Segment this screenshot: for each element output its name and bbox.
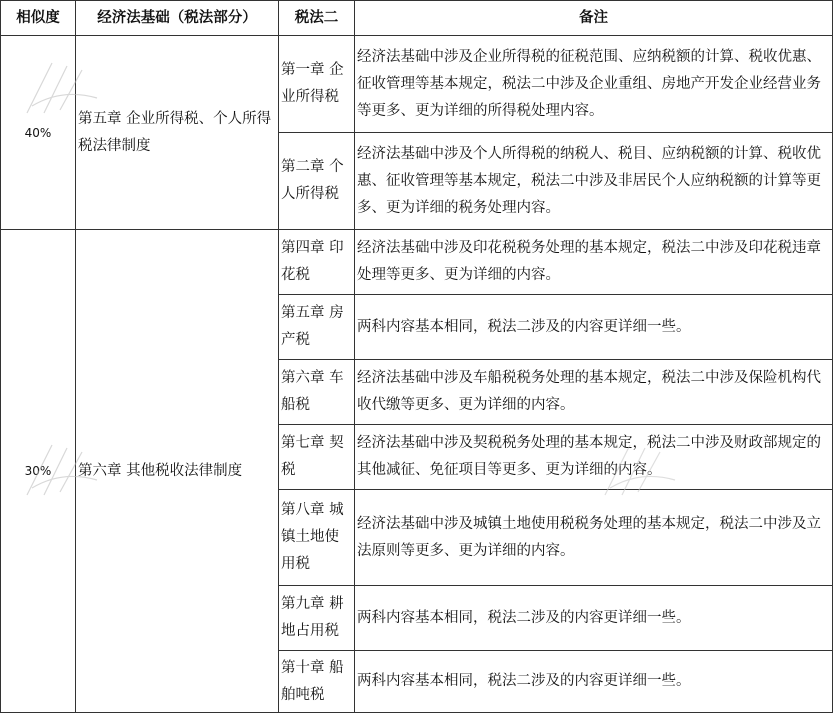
header-note: 备注: [355, 1, 833, 36]
basic-chapter-cell: 第五章 企业所得税、个人所得税法律制度: [76, 36, 279, 230]
note-cell: 两科内容基本相同，税法二涉及的内容更详细一些。: [355, 586, 833, 651]
note-cell: 经济法基础中涉及个人所得税的纳税人、税目、应纳税额的计算、税收优惠、征收管理等基本规定，税法二中涉及非居民个人应纳税额的计算等更多、更为详细的税务处理内容。: [355, 133, 833, 230]
table-row: [1, 36, 833, 133]
note-cell: 经济法基础中涉及车船税税务处理的基本规定，税法二中涉及保险机构代收代缴等更多、更为详细的内容。: [355, 360, 833, 425]
header-basic: 经济法基础（税法部分）: [76, 1, 279, 36]
similarity-cell: 40%: [1, 36, 76, 230]
tax2-chapter-cell: 第十章 船舶吨税: [279, 651, 355, 713]
tax2-chapter-cell: 第四章 印花税: [279, 230, 355, 295]
tax2-chapter-cell: 第五章 房产税: [279, 295, 355, 360]
tax2-chapter-cell: 第六章 车船税: [279, 360, 355, 425]
header-tax2: 税法二: [279, 1, 355, 36]
tax2-chapter-cell: 第二章 个人所得税: [279, 133, 355, 230]
similarity-cell: 30%: [1, 230, 76, 713]
tax2-chapter-cell: 第八章 城镇土地使用税: [279, 490, 355, 586]
note-cell: 经济法基础中涉及企业所得税的征税范围、应纳税额的计算、税收优惠、征收管理等基本规定，税法二中涉及企业重组、房地产开发企业经营业务等更多、更为详细的所得税处理内容。: [355, 36, 833, 133]
note-cell: 两科内容基本相同，税法二涉及的内容更详细一些。: [355, 295, 833, 360]
note-cell: 经济法基础中涉及城镇土地使用税税务处理的基本规定，税法二中涉及立法原则等更多、更为详细的内容。: [355, 490, 833, 586]
table-row: [1, 230, 833, 295]
note-cell: 经济法基础中涉及契税税务处理的基本规定，税法二中涉及财政部规定的其他减征、免征项目等更多、更为详细的内容。: [355, 425, 833, 490]
tax2-chapter-cell: 第九章 耕地占用税: [279, 586, 355, 651]
basic-chapter-cell: 第六章 其他税收法律制度: [76, 230, 279, 713]
tax2-chapter-cell: 第一章 企业所得税: [279, 36, 355, 133]
note-cell: 两科内容基本相同，税法二涉及的内容更详细一些。: [355, 651, 833, 713]
header-similarity: 相似度: [1, 1, 76, 36]
note-cell: 经济法基础中涉及印花税税务处理的基本规定，税法二中涉及印花税违章处理等更多、更为详细的内容。: [355, 230, 833, 295]
tax2-chapter-cell: 第七章 契税: [279, 425, 355, 490]
header-row: [1, 1, 833, 36]
